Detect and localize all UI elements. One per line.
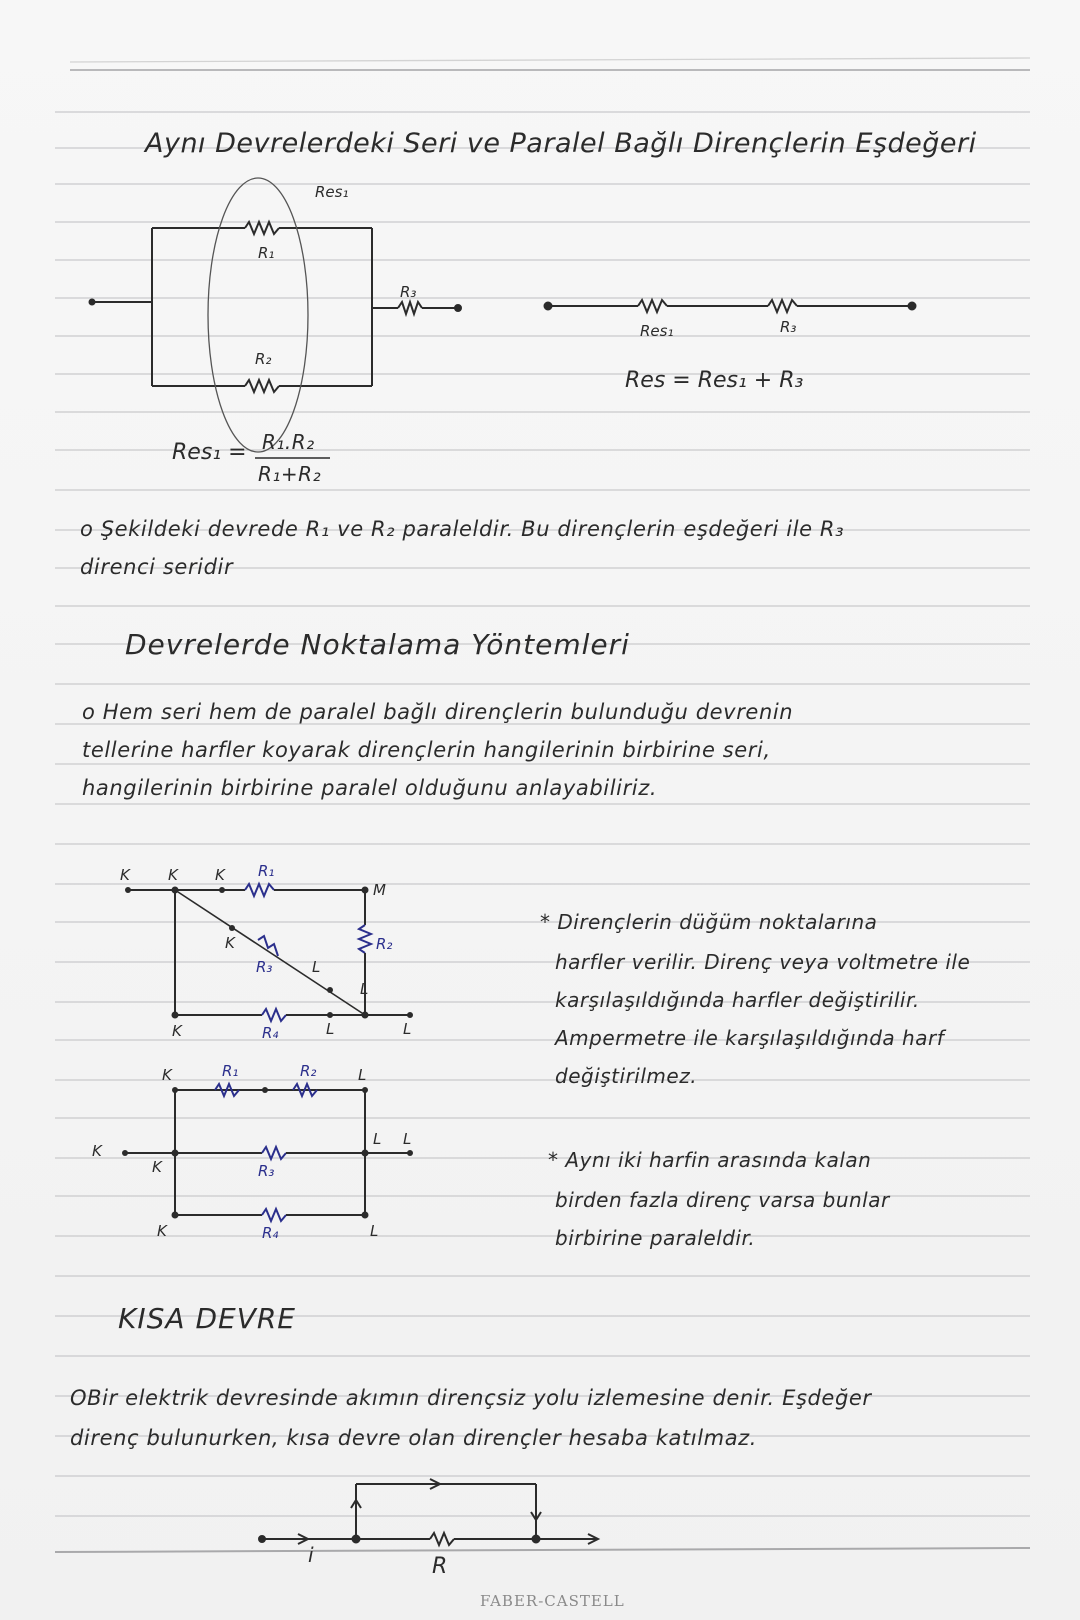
label-r2: R₂ bbox=[376, 935, 393, 953]
node-label-l: L bbox=[403, 1020, 412, 1038]
label-r4: R₄ bbox=[262, 1224, 279, 1242]
node-label-l: L bbox=[360, 980, 369, 998]
node-label-k: K bbox=[172, 1022, 182, 1040]
section1-note-line1: o Şekildeki devrede R₁ ve R₂ paraleldir. Bu dirençlerin eşdeğeri ile R₃ bbox=[80, 517, 845, 541]
node-label-k: K bbox=[152, 1158, 162, 1176]
brand-logo-text: FABER-CASTELL bbox=[480, 1592, 625, 1610]
node-label-k: K bbox=[120, 866, 130, 884]
note2-line1: * Aynı iki harfin arasında kalan bbox=[548, 1148, 872, 1172]
note1-line4: Ampermetre ile karşılaşıldığında harf bbox=[555, 1026, 945, 1050]
section3-para-line1: OBir elektrik devresinde akımın dirençsiz yolu izlemesine denir. Eşdeğer bbox=[70, 1386, 872, 1410]
label-r2: R₂ bbox=[255, 350, 272, 368]
label-r1: R₁ bbox=[222, 1062, 239, 1080]
formula-res1-left: Res₁ = bbox=[172, 440, 247, 465]
formula-res: Res = Res₁ + R₃ bbox=[625, 368, 804, 393]
note1-line2: harfler verilir. Direnç veya voltmetre ile bbox=[555, 950, 971, 974]
label-r4: R₄ bbox=[262, 1024, 279, 1042]
section1-title: Aynı Devrelerdeki Seri ve Paralel Bağlı Dirençlerin Eşdeğeri bbox=[145, 128, 977, 159]
label-current-i: i bbox=[308, 1543, 315, 1567]
section2-para-line3: hangilerinin birbirine paralel olduğunu anlayabiliriz. bbox=[82, 776, 658, 800]
section3-title: KISA DEVRE bbox=[118, 1302, 296, 1335]
label-r2: R₂ bbox=[300, 1062, 317, 1080]
formula-denominator: R₁+R₂ bbox=[258, 462, 322, 486]
note1-line5: değiştirilmez. bbox=[555, 1064, 698, 1088]
label-r3: R₃ bbox=[400, 283, 417, 301]
node-label-k: K bbox=[225, 934, 235, 952]
node-label-k: K bbox=[157, 1222, 167, 1240]
section2-title: Devrelerde Noktalama Yöntemleri bbox=[125, 628, 630, 661]
label-res1-right: Res₁ bbox=[640, 322, 674, 340]
label-r1: R₁ bbox=[258, 862, 275, 880]
section2-para-line2: tellerine harfler koyarak dirençlerin hangilerinin birbirine seri, bbox=[82, 738, 771, 762]
node-label-l: L bbox=[358, 1066, 367, 1084]
note1-line1: * Dirençlerin düğüm noktalarına bbox=[540, 910, 878, 934]
label-resistor-r: R bbox=[432, 1554, 448, 1579]
formula-numerator: R₁.R₂ bbox=[262, 430, 315, 454]
section2-para-line1: o Hem seri hem de paralel bağlı dirençlerin bulunduğu devrenin bbox=[82, 700, 794, 724]
section3-para-line2: direnç bulunurken, kısa devre olan dirençler hesaba katılmaz. bbox=[70, 1426, 758, 1450]
node-label-l: L bbox=[403, 1130, 412, 1148]
label-r1: R₁ bbox=[258, 244, 275, 262]
node-label-l: L bbox=[373, 1130, 382, 1148]
note2-line2: birden fazla direnç varsa bunlar bbox=[555, 1188, 890, 1212]
node-label-k: K bbox=[168, 866, 178, 884]
section1-note-line2: direnci seridir bbox=[80, 555, 234, 579]
node-label-m: M bbox=[373, 881, 386, 899]
node-label-k: K bbox=[92, 1142, 102, 1160]
node-label-l: L bbox=[370, 1222, 379, 1240]
node-label-l: L bbox=[326, 1020, 335, 1038]
node-label-k: K bbox=[215, 866, 225, 884]
note1-line3: karşılaşıldığında harfler değiştirilir. bbox=[555, 988, 920, 1012]
node-label-k: K bbox=[162, 1066, 172, 1084]
label-r3: R₃ bbox=[258, 1162, 275, 1180]
label-r3-right: R₃ bbox=[780, 318, 797, 336]
label-r3: R₃ bbox=[256, 958, 273, 976]
node-label-l: L bbox=[312, 958, 321, 976]
label-res1-top: Res₁ bbox=[315, 183, 349, 201]
note2-line3: birbirine paraleldir. bbox=[555, 1226, 756, 1250]
